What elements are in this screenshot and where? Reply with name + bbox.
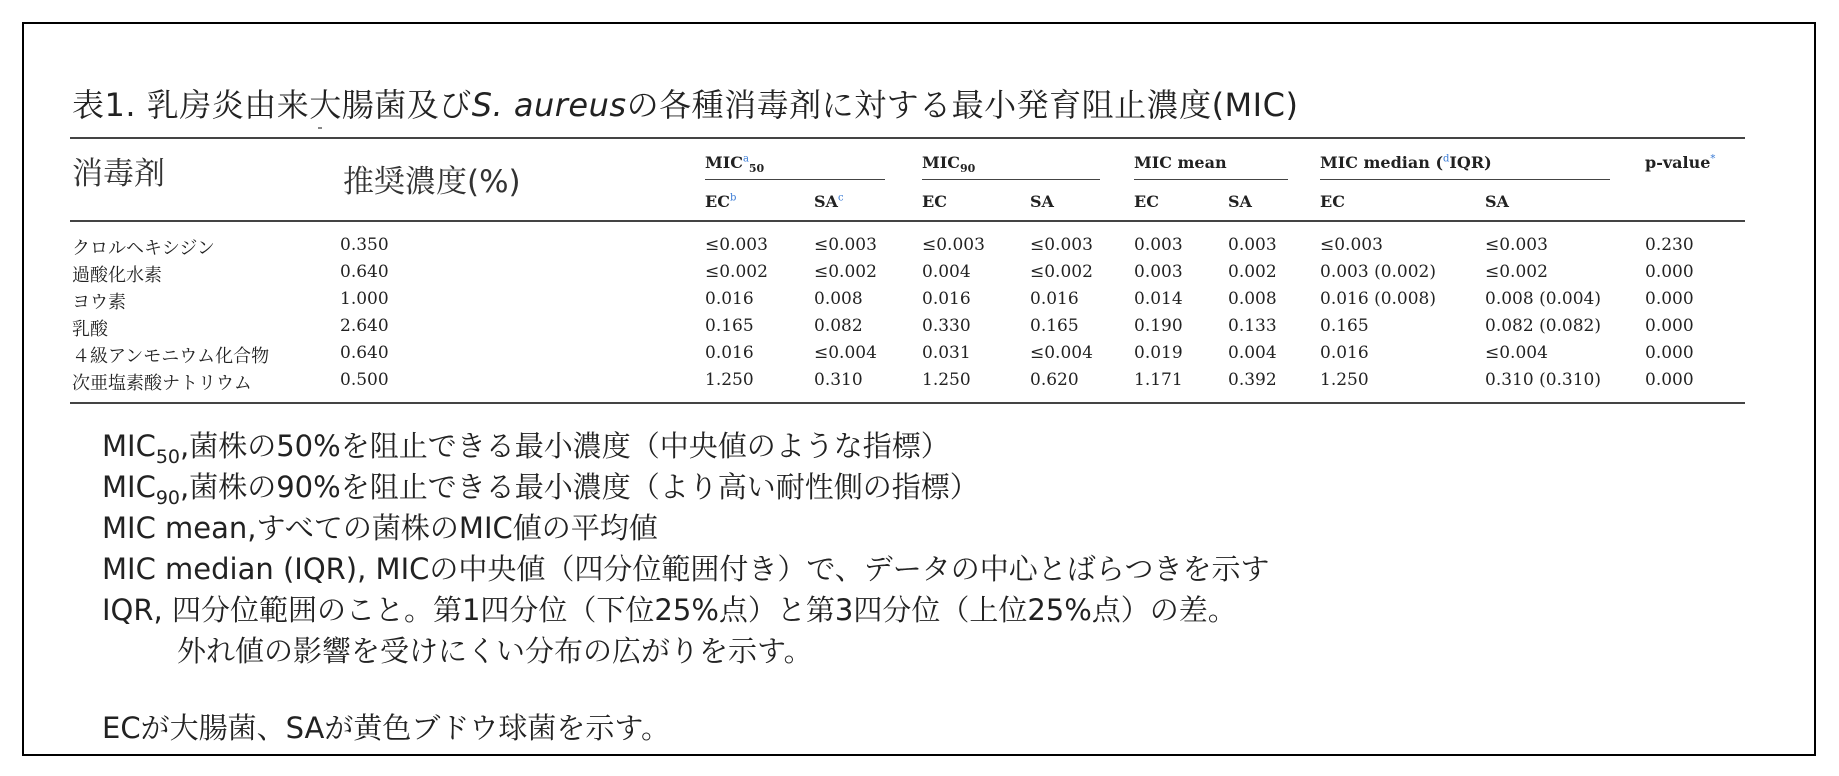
subheader-mic50-sa: $SA^c$ — [814, 192, 844, 211]
row-name: ヨウ素 — [72, 292, 126, 313]
mic90-ec-value: 1.250 — [922, 370, 971, 390]
mic50-ec-value: 0.016 — [705, 343, 754, 363]
row-concentration: 2.640 — [340, 316, 389, 336]
header-disinfectant: 消毒剤 — [72, 156, 165, 192]
mic50-group-rule — [705, 179, 885, 180]
note-mic50: $MIC_{50}$,菌株の50%を阻止できる最小濃度（中央値のような指標） — [102, 429, 950, 468]
mic50-sa-value: 0.008 — [814, 289, 863, 309]
mean-ec-value: 0.014 — [1134, 289, 1183, 309]
subheader-mean-ec: EC — [1134, 192, 1159, 211]
title-underline-mark — [318, 127, 322, 129]
mic90-sa-value: ≤0.003 — [1030, 235, 1093, 255]
mic50-sa-value: ≤0.002 — [814, 262, 877, 282]
mic50-ec-value: 0.016 — [705, 289, 754, 309]
p-value: 0.000 — [1645, 262, 1694, 282]
mic90-ec-value: 0.031 — [922, 343, 971, 363]
median-ec-value: ≤0.003 — [1320, 235, 1383, 255]
mic90-ec-value: ≤0.003 — [922, 235, 985, 255]
table-header-rule — [70, 220, 1745, 222]
mic90-sa-value: ≤0.004 — [1030, 343, 1093, 363]
mic90-ec-value: 0.016 — [922, 289, 971, 309]
note-iqr: IQR, 四分位範囲のこと。第1四分位（下位25%点）と第3四分位（上位25%点）の差。 — [102, 593, 1237, 627]
row-concentration: 0.640 — [340, 262, 389, 282]
median-ec-value: 0.003 (0.002) — [1320, 262, 1437, 282]
row-name: 乳酸 — [72, 319, 108, 340]
subheader-mic90-ec: EC — [922, 192, 947, 211]
median-ec-value: 0.165 — [1320, 316, 1369, 336]
subheader-median-ec: EC — [1320, 192, 1345, 211]
row-name: 次亜塩素酸ナトリウム — [72, 373, 252, 394]
mean-sa-value: 0.003 — [1228, 235, 1277, 255]
mean-sa-value: 0.392 — [1228, 370, 1277, 390]
title-suffix: の各種消毒剤に対する最小発育阻止濃度(MIC) — [626, 86, 1299, 124]
mic50-ec-value: ≤0.003 — [705, 235, 768, 255]
mic50-sa-value: 0.082 — [814, 316, 863, 336]
note-ec-sa: ECが大腸菌、SAが黄色ブドウ球菌を示す。 — [102, 711, 671, 745]
table-bottom-rule — [70, 402, 1745, 404]
p-value: 0.000 — [1645, 316, 1694, 336]
title-organism: S. aureus — [471, 86, 627, 124]
mic90-sa-value: 0.016 — [1030, 289, 1079, 309]
table-top-rule — [70, 137, 1745, 139]
median-sa-value: 0.082 (0.082) — [1485, 316, 1602, 336]
mic90-ec-value: 0.004 — [922, 262, 971, 282]
subheader-mic50-ec: $EC^b$ — [705, 192, 737, 211]
median-group-rule — [1320, 179, 1610, 180]
note-mic-mean: MIC mean,すべての菌株のMIC値の平均値 — [102, 511, 658, 545]
row-concentration: 0.500 — [340, 370, 389, 390]
mic90-sa-value: 0.620 — [1030, 370, 1079, 390]
median-ec-value: 0.016 — [1320, 343, 1369, 363]
mic90-sa-value: 0.165 — [1030, 316, 1079, 336]
p-value: 0.000 — [1645, 343, 1694, 363]
mean-sa-value: 0.008 — [1228, 289, 1277, 309]
subheader-median-sa: SA — [1485, 192, 1509, 211]
header-concentration: 推奨濃度(%) — [343, 164, 521, 200]
row-name: クロルヘキシジン — [72, 238, 215, 259]
subheader-mic90-sa: SA — [1030, 192, 1054, 211]
mean-group-rule — [1134, 179, 1288, 180]
median-sa-value: ≤0.004 — [1485, 343, 1548, 363]
note-mic90: $MIC_{90}$,菌株の90%を阻止できる最小濃度（より高い耐性側の指標） — [102, 470, 979, 509]
median-sa-value: ≤0.002 — [1485, 262, 1548, 282]
header-mic90: $MIC_{90}$ — [922, 153, 976, 176]
table-title — [72, 80, 1298, 126]
note-iqr-continued: 外れ値の影響を受けにくい分布の広がりを示す。 — [177, 634, 813, 668]
mean-sa-value: 0.004 — [1228, 343, 1277, 363]
mic90-sa-value: ≤0.002 — [1030, 262, 1093, 282]
mic50-ec-value: 0.165 — [705, 316, 754, 336]
median-sa-value: 0.008 (0.004) — [1485, 289, 1602, 309]
p-value: 0.000 — [1645, 289, 1694, 309]
median-ec-value: 0.016 (0.008) — [1320, 289, 1437, 309]
mic50-ec-value: 1.250 — [705, 370, 754, 390]
subheader-mean-sa: SA — [1228, 192, 1252, 211]
mic90-group-rule — [922, 179, 1100, 180]
mic50-sa-value: 0.310 — [814, 370, 863, 390]
mic50-sa-value: ≤0.003 — [814, 235, 877, 255]
mean-ec-value: 0.003 — [1134, 235, 1183, 255]
median-sa-value: 0.310 (0.310) — [1485, 370, 1602, 390]
row-name: 過酸化水素 — [72, 265, 162, 286]
mic50-sa-value: ≤0.004 — [814, 343, 877, 363]
title-prefix: 表1. 乳房炎由来大腸菌及び — [72, 86, 472, 124]
median-ec-value: 1.250 — [1320, 370, 1369, 390]
header-mic-mean: MIC mean — [1134, 153, 1227, 172]
mean-sa-value: 0.002 — [1228, 262, 1277, 282]
row-name: ４級アンモニウム化合物 — [72, 346, 270, 367]
mic50-ec-value: ≤0.002 — [705, 262, 768, 282]
mean-ec-value: 0.019 — [1134, 343, 1183, 363]
header-mic-median: MIC median ($^d$IQR) — [1320, 153, 1492, 172]
p-value: 0.230 — [1645, 235, 1694, 255]
row-concentration: 0.640 — [340, 343, 389, 363]
mean-ec-value: 0.190 — [1134, 316, 1183, 336]
mean-ec-value: 1.171 — [1134, 370, 1183, 390]
mean-ec-value: 0.003 — [1134, 262, 1183, 282]
row-concentration: 1.000 — [340, 289, 389, 309]
mic90-ec-value: 0.330 — [922, 316, 971, 336]
median-sa-value: ≤0.003 — [1485, 235, 1548, 255]
note-mic-median: MIC median (IQR), MICの中央値（四分位範囲付き）で、データの中心とばらつきを示す — [102, 552, 1270, 586]
row-concentration: 0.350 — [340, 235, 389, 255]
mean-sa-value: 0.133 — [1228, 316, 1277, 336]
p-value: 0.000 — [1645, 370, 1694, 390]
header-mic50: $MIC^a_{50}$ — [705, 153, 765, 176]
header-p-value: p-value* — [1645, 153, 1716, 172]
